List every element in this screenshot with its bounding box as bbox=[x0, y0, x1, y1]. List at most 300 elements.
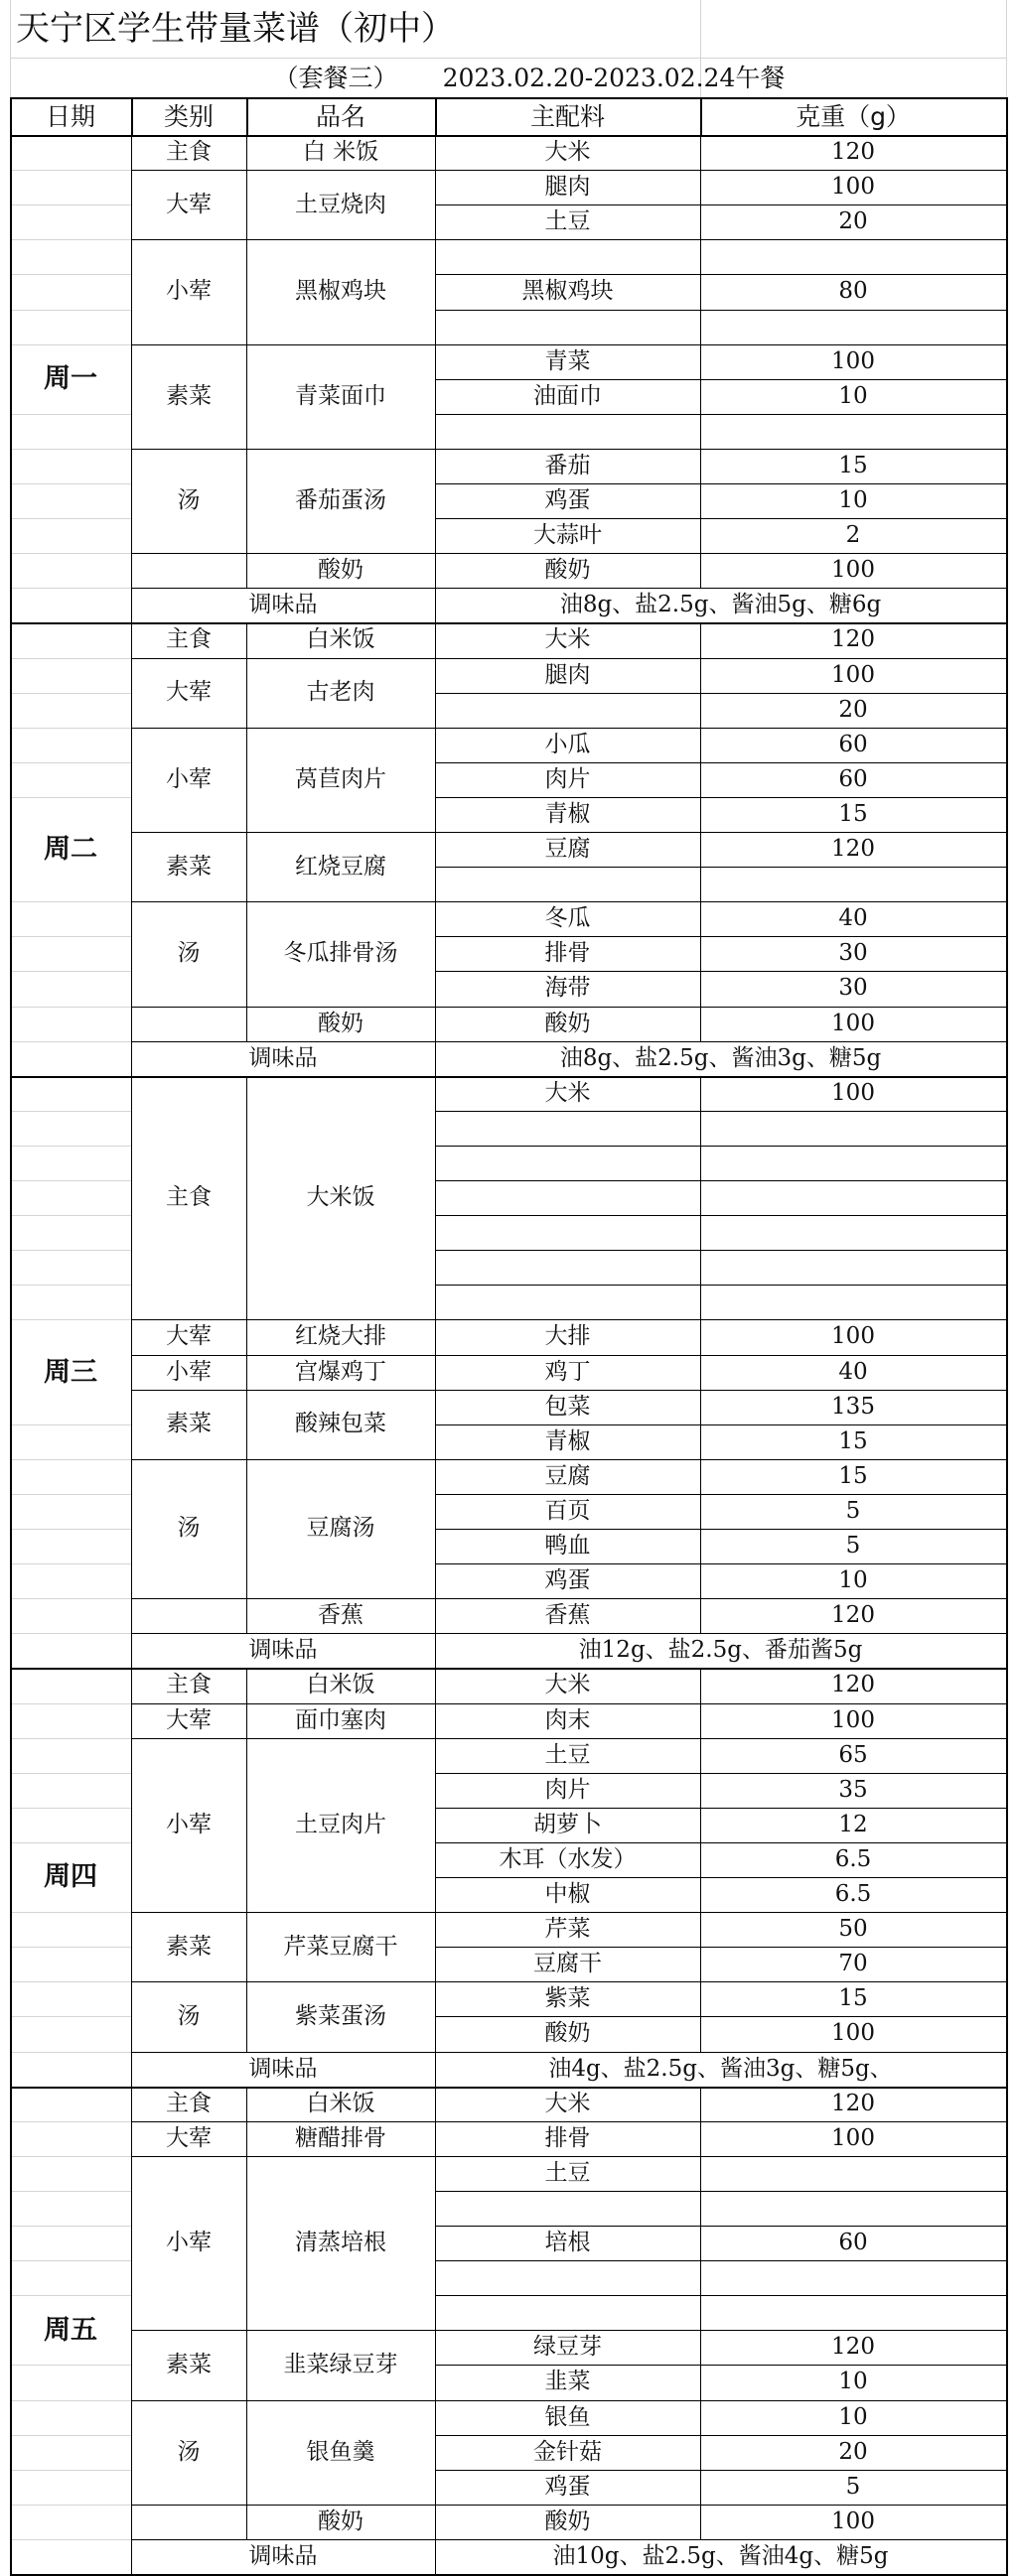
ingredient-cell: 海带 bbox=[544, 975, 591, 1002]
seasoning-value: 油10g、盐2.5g、酱油4g、糖5g bbox=[552, 2542, 889, 2569]
weight-cell: 120 bbox=[831, 2334, 875, 2361]
sheet-gridline bbox=[12, 518, 131, 519]
grid-line bbox=[435, 135, 436, 171]
grid-line bbox=[131, 1598, 132, 1634]
weight-cell: 100 bbox=[831, 1079, 875, 1106]
ingredient-cell: 鸡蛋 bbox=[544, 1567, 591, 1594]
grid-line bbox=[131, 239, 132, 344]
dish-cell: 香蕉 bbox=[318, 1602, 363, 1629]
weight-cell: 35 bbox=[838, 1776, 868, 1803]
weight-cell bbox=[700, 1215, 1006, 1250]
sheet-gridline bbox=[12, 310, 131, 311]
day-cell: 周一 bbox=[44, 363, 97, 395]
weight-cell bbox=[700, 1180, 1006, 1215]
category-cell: 素菜 bbox=[166, 382, 212, 409]
grid-line bbox=[435, 2156, 436, 2332]
grid-line bbox=[1006, 2400, 1008, 2506]
ingredient-cell bbox=[435, 693, 700, 728]
sheet-gridline bbox=[12, 1319, 131, 1320]
grid-line bbox=[1006, 97, 1008, 137]
sheet-gridline bbox=[12, 1285, 131, 1286]
weight-cell: 6.5 bbox=[834, 1845, 872, 1872]
sheet-gridline bbox=[12, 2505, 131, 2506]
grid-line bbox=[131, 2505, 132, 2540]
seasoning-label: 调味品 bbox=[248, 2542, 318, 2569]
grid-line bbox=[700, 1598, 701, 1634]
grid-line bbox=[1006, 1912, 1008, 1982]
ingredient-cell: 番茄 bbox=[544, 452, 591, 478]
grid-line bbox=[1006, 832, 1008, 902]
weight-cell: 70 bbox=[838, 1951, 868, 1977]
grid-line bbox=[700, 449, 701, 554]
sheet-gridline bbox=[12, 1007, 131, 1008]
seasoning-value: 油12g、盐2.5g、番茄酱5g bbox=[578, 1637, 863, 1664]
grid-line bbox=[435, 1703, 436, 1739]
ingredient-cell: 大米 bbox=[544, 1672, 591, 1698]
grid-line bbox=[1006, 2539, 1008, 2574]
dish-cell: 酸奶 bbox=[318, 557, 363, 584]
weight-cell: 30 bbox=[838, 975, 868, 1002]
ingredient-cell bbox=[435, 414, 700, 449]
grid-line bbox=[1006, 1633, 1008, 1668]
ingredient-cell: 大蒜叶 bbox=[533, 522, 602, 549]
grid-line bbox=[435, 728, 436, 833]
sheet-gridline bbox=[12, 1563, 131, 1564]
ingredient-cell: 木耳（水发） bbox=[499, 1845, 637, 1872]
sheet-gridline bbox=[12, 553, 131, 554]
weight-cell: 30 bbox=[838, 940, 868, 967]
grid-line bbox=[700, 1981, 701, 2052]
dish-cell: 白米饭 bbox=[306, 626, 375, 653]
grid-line bbox=[700, 1668, 701, 1703]
grid-line bbox=[131, 2121, 132, 2157]
grid-line bbox=[700, 2156, 701, 2332]
sheet-gridline bbox=[12, 2121, 131, 2122]
grid-line bbox=[435, 1738, 436, 1914]
grid-line bbox=[246, 2400, 247, 2506]
ingredient-cell: 金针菇 bbox=[533, 2438, 602, 2465]
grid-line bbox=[246, 2330, 247, 2400]
ingredient-cell: 土豆 bbox=[544, 208, 591, 235]
grid-line bbox=[131, 2330, 132, 2400]
grid-line bbox=[131, 449, 132, 554]
category-cell: 素菜 bbox=[166, 1933, 212, 1960]
ingredient-cell: 肉片 bbox=[544, 1776, 591, 1803]
sheet-gridline bbox=[12, 2016, 131, 2017]
grid-line bbox=[246, 622, 247, 658]
ingredient-cell: 青椒 bbox=[544, 1427, 591, 1454]
grid-line bbox=[435, 170, 436, 240]
sheet-gridline bbox=[12, 344, 131, 345]
grid-line bbox=[246, 1319, 247, 1355]
weight-cell: 12 bbox=[838, 1811, 868, 1837]
category-cell: 素菜 bbox=[166, 853, 212, 880]
sheet-gridline bbox=[12, 762, 131, 763]
weight-cell: 100 bbox=[831, 2124, 875, 2151]
seasoning-value: 油8g、盐2.5g、酱油3g、糖5g bbox=[559, 1044, 882, 1071]
day-cell: 周三 bbox=[44, 1356, 97, 1388]
sheet-gridline bbox=[12, 414, 131, 415]
grid-line bbox=[700, 1319, 701, 1355]
ingredient-cell: 胡萝卜 bbox=[533, 1811, 602, 1837]
grid-line bbox=[1006, 1076, 1008, 1321]
weight-cell: 120 bbox=[831, 626, 875, 653]
ingredient-cell: 油面巾 bbox=[533, 382, 602, 409]
weight-cell bbox=[700, 1146, 1006, 1180]
grid-line bbox=[131, 1633, 132, 1668]
grid-line bbox=[246, 344, 247, 450]
weight-cell bbox=[700, 2260, 1006, 2295]
sheet-gridline bbox=[12, 658, 131, 659]
grid-line bbox=[131, 553, 132, 589]
header-date: 日期 bbox=[45, 101, 95, 131]
grid-line bbox=[131, 1041, 132, 1076]
weight-cell bbox=[700, 2191, 1006, 2226]
sheet-gridline bbox=[12, 2470, 131, 2471]
grid-line bbox=[1006, 2505, 1008, 2540]
grid-line bbox=[246, 170, 247, 240]
ingredient-cell bbox=[435, 867, 700, 901]
grid-line bbox=[131, 1912, 132, 1982]
ingredient-cell: 大米 bbox=[544, 1079, 591, 1106]
sheet-gridline bbox=[12, 1041, 131, 1042]
grid-line bbox=[131, 2156, 132, 2332]
weight-cell: 60 bbox=[838, 2230, 868, 2256]
sheet-gridline bbox=[12, 1250, 131, 1251]
grid-line bbox=[1006, 135, 1008, 171]
weight-cell: 15 bbox=[838, 1985, 868, 2012]
grid-line bbox=[435, 1598, 436, 1634]
grid-line bbox=[246, 901, 247, 1007]
header-weight: 克重（g） bbox=[796, 101, 911, 131]
grid-line bbox=[10, 135, 12, 622]
menu-set-label: （套餐三） bbox=[273, 63, 398, 92]
weight-cell: 120 bbox=[831, 1602, 875, 1629]
weight-cell: 65 bbox=[838, 1741, 868, 1768]
grid-line bbox=[246, 728, 247, 833]
sheet-gridline bbox=[12, 1459, 131, 1460]
grid-line bbox=[700, 2505, 701, 2540]
ingredient-cell: 大米 bbox=[544, 2090, 591, 2116]
ingredient-cell: 鸡蛋 bbox=[544, 487, 591, 514]
category-cell bbox=[131, 1598, 246, 1633]
grid-line bbox=[700, 239, 701, 344]
header-category: 类别 bbox=[163, 101, 214, 131]
sheet-gridline bbox=[12, 1180, 131, 1181]
grid-line bbox=[131, 1703, 132, 1739]
weight-cell: 20 bbox=[838, 2438, 868, 2465]
grid-line bbox=[10, 1076, 12, 1669]
weight-cell: 100 bbox=[831, 557, 875, 584]
ingredient-cell: 土豆 bbox=[544, 1741, 591, 1768]
weight-cell: 10 bbox=[838, 2403, 868, 2430]
ingredient-cell bbox=[435, 1215, 700, 1250]
sheet-gridline bbox=[12, 170, 131, 171]
category-cell: 大荤 bbox=[166, 679, 212, 706]
ingredient-cell bbox=[435, 1285, 700, 1319]
weight-cell: 15 bbox=[838, 452, 868, 478]
ingredient-cell: 鸡蛋 bbox=[544, 2473, 591, 2500]
sheet-gridline bbox=[12, 1215, 131, 1216]
grid-line bbox=[700, 170, 701, 240]
weight-cell bbox=[700, 310, 1006, 344]
grid-line bbox=[246, 2156, 247, 2332]
grid-line bbox=[131, 1076, 132, 1321]
grid-line bbox=[1006, 728, 1008, 833]
ingredient-cell: 腿肉 bbox=[544, 661, 591, 688]
category-cell: 汤 bbox=[177, 487, 201, 514]
grid-line bbox=[700, 658, 701, 729]
category-cell: 小荤 bbox=[166, 2230, 212, 2256]
grid-line bbox=[131, 1390, 132, 1460]
dish-cell: 清蒸培根 bbox=[295, 2230, 386, 2256]
sheet-gridline bbox=[12, 1111, 131, 1112]
weight-cell bbox=[700, 2295, 1006, 2330]
grid-line bbox=[700, 553, 701, 589]
weight-cell: 120 bbox=[831, 139, 875, 166]
dish-cell: 酸奶 bbox=[318, 2508, 363, 2534]
grid-line bbox=[700, 2121, 701, 2157]
grid-line bbox=[1006, 1355, 1008, 1391]
category-cell: 汤 bbox=[177, 2438, 201, 2465]
grid-line bbox=[246, 239, 247, 344]
sheet-gridline bbox=[12, 1842, 131, 1843]
dish-cell: 韭菜绿豆芽 bbox=[283, 2351, 398, 2377]
grid-line bbox=[131, 135, 132, 171]
grid-line bbox=[131, 901, 132, 1007]
header-ingredient: 主配料 bbox=[529, 101, 605, 131]
dish-cell: 番茄蛋汤 bbox=[295, 487, 386, 514]
sheet-gridline bbox=[12, 588, 131, 589]
dish-cell: 土豆烧肉 bbox=[295, 191, 386, 217]
grid-line bbox=[1006, 553, 1008, 589]
sheet-gridline bbox=[12, 2052, 131, 2053]
weight-cell: 10 bbox=[838, 382, 868, 409]
grid-line bbox=[131, 170, 132, 240]
header-dish: 品名 bbox=[315, 101, 365, 131]
grid-line bbox=[1006, 344, 1008, 450]
grid-line bbox=[435, 1459, 436, 1599]
sheet-gridline bbox=[12, 2156, 131, 2157]
sheet-gridline bbox=[12, 1912, 131, 1913]
ingredient-cell: 香蕉 bbox=[544, 1602, 591, 1629]
category-cell bbox=[131, 553, 246, 588]
grid-line bbox=[700, 2330, 701, 2400]
ingredient-cell bbox=[435, 1250, 700, 1285]
grid-line bbox=[700, 2400, 701, 2506]
grid-line bbox=[1006, 1007, 1008, 1042]
grid-line bbox=[435, 1981, 436, 2052]
grid-line bbox=[131, 2052, 132, 2087]
grid-line bbox=[700, 832, 701, 902]
grid-line bbox=[435, 1355, 436, 1391]
grid-line bbox=[131, 588, 132, 622]
grid-line bbox=[246, 1390, 247, 1460]
ingredient-cell: 大排 bbox=[544, 1323, 591, 1350]
category-cell: 素菜 bbox=[166, 1411, 212, 1437]
grid-line bbox=[1006, 1319, 1008, 1355]
weight-cell: 2 bbox=[845, 522, 861, 549]
sheet-gridline bbox=[12, 1424, 131, 1425]
dish-cell: 黑椒鸡块 bbox=[295, 278, 386, 305]
grid-line bbox=[1006, 449, 1008, 554]
dish-cell: 冬瓜排骨汤 bbox=[283, 940, 398, 967]
ingredient-cell: 芹菜 bbox=[544, 1916, 591, 1943]
grid-line bbox=[246, 1355, 247, 1391]
ingredient-cell: 酸奶 bbox=[544, 2508, 591, 2534]
sheet-gridline bbox=[12, 1773, 131, 1774]
grid-line bbox=[246, 2505, 247, 2540]
sheet-gridline bbox=[12, 2365, 131, 2366]
sheet-gridline bbox=[12, 2226, 131, 2227]
ingredient-cell: 包菜 bbox=[544, 1393, 591, 1420]
grid-line bbox=[435, 1041, 436, 1076]
grid-line bbox=[435, 658, 436, 729]
ingredient-cell: 豆腐 bbox=[544, 836, 591, 863]
sheet-gridline bbox=[12, 483, 131, 484]
grid-line bbox=[131, 1319, 132, 1355]
weight-cell: 100 bbox=[831, 661, 875, 688]
grid-line bbox=[1006, 1459, 1008, 1599]
ingredient-cell: 肉片 bbox=[544, 765, 591, 792]
grid-line bbox=[700, 1703, 701, 1739]
sheet-gridline bbox=[12, 2400, 131, 2401]
grid-line bbox=[1006, 1390, 1008, 1460]
category-cell: 汤 bbox=[177, 940, 201, 967]
dish-cell: 土豆肉片 bbox=[295, 1811, 386, 1837]
sheet-gridline bbox=[12, 1981, 131, 1982]
weight-cell: 40 bbox=[838, 1358, 868, 1385]
dish-cell: 青菜面巾 bbox=[295, 382, 386, 409]
grid-line bbox=[700, 622, 701, 658]
sheet-gridline bbox=[12, 2191, 131, 2192]
grid-line bbox=[435, 588, 436, 622]
grid-line bbox=[246, 449, 247, 554]
category-cell bbox=[131, 1007, 246, 1041]
category-cell: 主食 bbox=[166, 1184, 212, 1211]
sheet-gridline bbox=[12, 449, 131, 450]
seasoning-label: 调味品 bbox=[248, 1637, 318, 1664]
ingredient-cell bbox=[435, 2295, 700, 2330]
grid-line bbox=[435, 2505, 436, 2540]
grid-line bbox=[435, 2121, 436, 2157]
sheet-gridline bbox=[12, 1738, 131, 1739]
grid-line bbox=[246, 1007, 247, 1042]
category-cell: 大荤 bbox=[166, 191, 212, 217]
ingredient-cell bbox=[435, 310, 700, 344]
grid-line bbox=[246, 1598, 247, 1634]
dish-cell: 白米饭 bbox=[306, 2090, 375, 2116]
grid-line bbox=[131, 1007, 132, 1042]
ingredient-cell: 酸奶 bbox=[544, 2020, 591, 2047]
dish-cell: 白 米饭 bbox=[302, 139, 379, 166]
weight-cell: 5 bbox=[845, 2473, 861, 2500]
grid-line bbox=[246, 1668, 247, 1703]
day-cell: 周五 bbox=[44, 2314, 97, 2346]
sheet-gridline bbox=[12, 1808, 131, 1809]
ingredient-cell: 酸奶 bbox=[544, 1010, 591, 1036]
dish-cell: 豆腐汤 bbox=[306, 1515, 375, 1542]
ingredient-cell: 培根 bbox=[544, 2230, 591, 2256]
weight-cell: 20 bbox=[838, 696, 868, 723]
dish-cell: 白米饭 bbox=[306, 1672, 375, 1698]
dish-cell: 红烧豆腐 bbox=[295, 853, 386, 880]
grid-line bbox=[435, 553, 436, 589]
sheet-gridline bbox=[12, 693, 131, 694]
grid-line bbox=[435, 2400, 436, 2506]
grid-line bbox=[131, 1981, 132, 2052]
day-cell: 周四 bbox=[44, 1861, 97, 1893]
sheet-gridline bbox=[12, 2260, 131, 2261]
sheet-gridline bbox=[12, 728, 131, 729]
ingredient-cell: 紫菜 bbox=[544, 1985, 591, 2012]
category-cell: 小荤 bbox=[166, 278, 212, 305]
weight-cell: 20 bbox=[838, 208, 868, 235]
grid-line bbox=[435, 449, 436, 554]
grid-line bbox=[700, 1007, 701, 1042]
ingredient-cell: 冬瓜 bbox=[544, 905, 591, 932]
seasoning-label: 调味品 bbox=[248, 592, 318, 618]
category-cell: 主食 bbox=[166, 139, 212, 166]
ingredient-cell: 青菜 bbox=[544, 347, 591, 374]
weight-cell: 10 bbox=[838, 2369, 868, 2395]
ingredient-cell bbox=[435, 1146, 700, 1180]
grid-line bbox=[246, 1459, 247, 1599]
weight-cell: 60 bbox=[838, 765, 868, 792]
weight-cell: 40 bbox=[838, 905, 868, 932]
page-title: 天宁区学生带量菜谱（初中） bbox=[16, 9, 455, 49]
category-cell: 大荤 bbox=[166, 1323, 212, 1350]
weight-cell: 80 bbox=[838, 278, 868, 305]
category-cell: 小荤 bbox=[166, 1358, 212, 1385]
ingredient-cell: 大米 bbox=[544, 139, 591, 166]
category-cell: 大荤 bbox=[166, 2124, 212, 2151]
weight-cell: 5 bbox=[845, 1533, 861, 1559]
grid-line bbox=[246, 1076, 247, 1321]
ingredient-cell: 豆腐 bbox=[544, 1462, 591, 1489]
weight-cell: 100 bbox=[831, 1706, 875, 1733]
grid-line bbox=[246, 1912, 247, 1982]
sheet-gridline bbox=[12, 204, 131, 205]
ingredient-cell: 中椒 bbox=[544, 1881, 591, 1908]
weight-cell: 50 bbox=[838, 1916, 868, 1943]
grid-line bbox=[10, 2087, 12, 2574]
weight-cell: 15 bbox=[838, 1427, 868, 1454]
grid-line bbox=[435, 344, 436, 450]
grid-line bbox=[1006, 588, 1008, 622]
category-cell: 汤 bbox=[177, 2002, 201, 2029]
weight-cell bbox=[700, 867, 1006, 901]
weight-cell bbox=[700, 1250, 1006, 1285]
dish-cell: 红烧大排 bbox=[295, 1323, 386, 1350]
grid-line bbox=[1006, 2121, 1008, 2157]
grid-line bbox=[131, 2400, 132, 2506]
grid-line bbox=[1006, 1598, 1008, 1634]
grid-line bbox=[10, 622, 12, 1075]
sheet-gridline bbox=[12, 2295, 131, 2296]
weight-cell bbox=[700, 1285, 1006, 1319]
grid-line bbox=[435, 2539, 436, 2574]
grid-line bbox=[435, 2052, 436, 2087]
grid-line bbox=[131, 344, 132, 450]
weight-cell: 60 bbox=[838, 731, 868, 757]
sheet-gridline bbox=[12, 797, 131, 798]
grid-line bbox=[1006, 1703, 1008, 1739]
grid-line bbox=[435, 1319, 436, 1355]
ingredient-cell bbox=[435, 2260, 700, 2295]
dish-cell: 莴苣肉片 bbox=[295, 765, 386, 792]
ingredient-cell bbox=[435, 1180, 700, 1215]
